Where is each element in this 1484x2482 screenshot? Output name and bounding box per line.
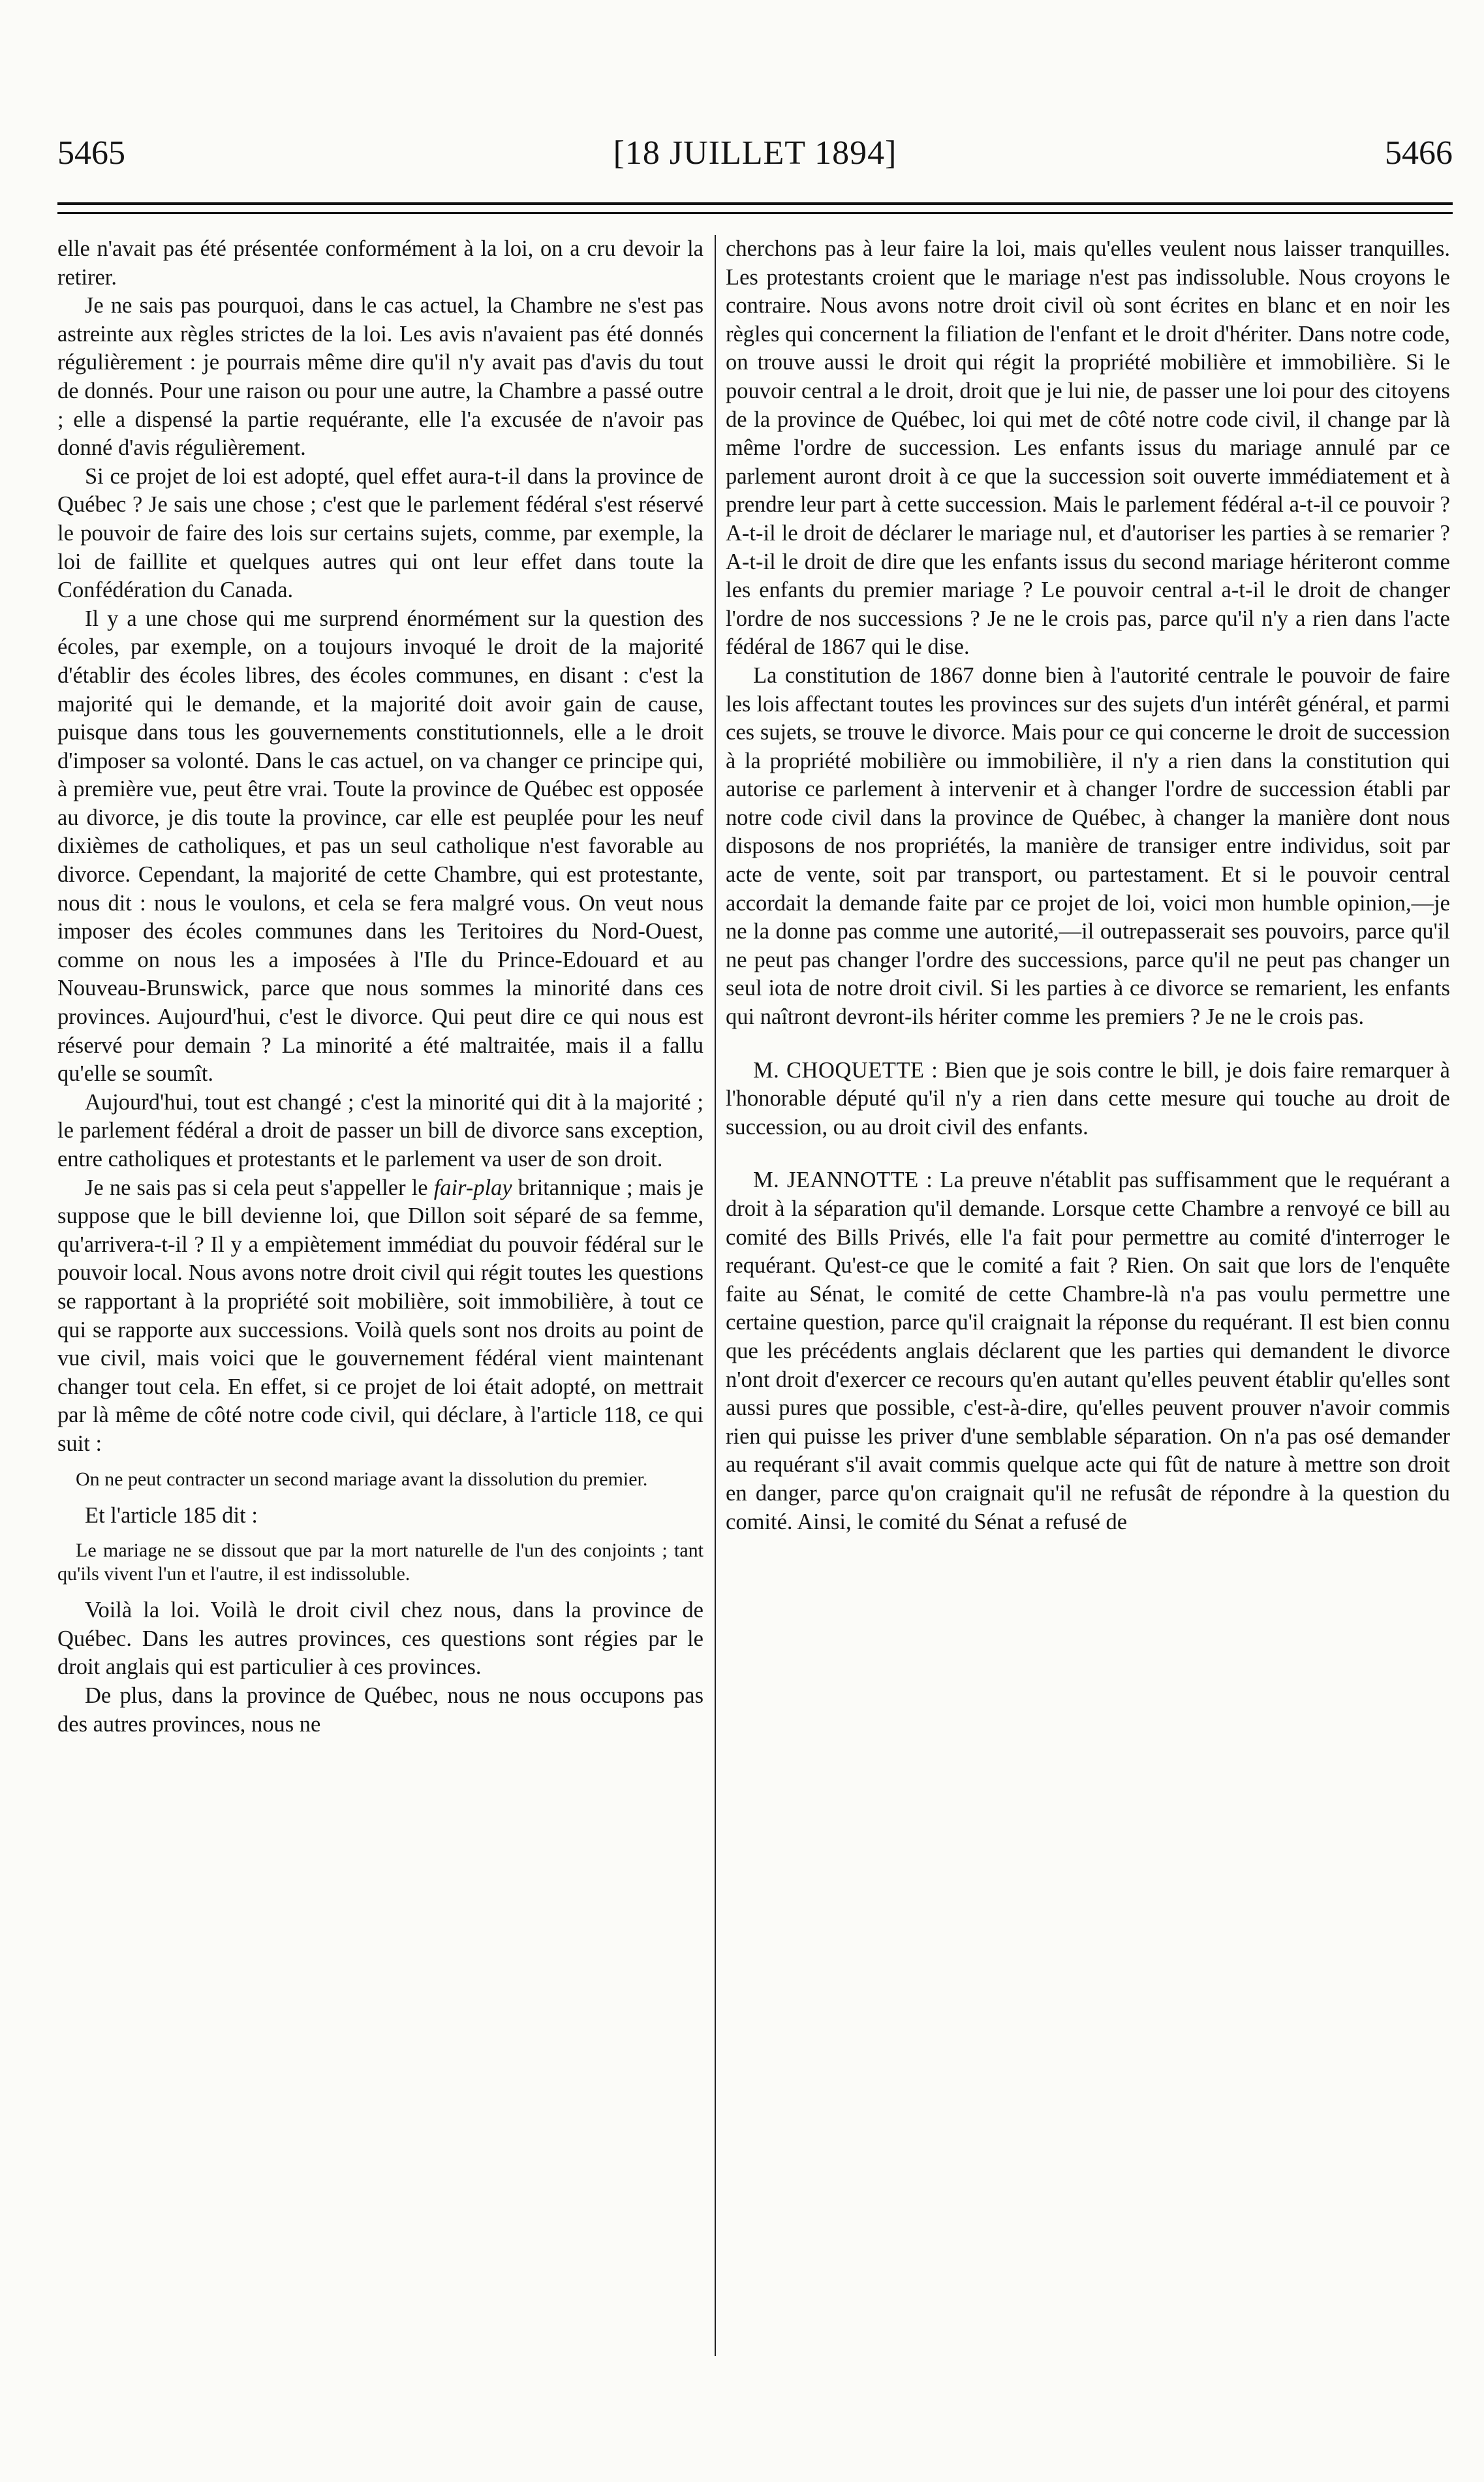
column-divider: [715, 235, 716, 2356]
paragraph: Si ce projet de loi est adopté, quel effet aura-t-il dans la province de Québec ? Je sais une chose ; c'est que le parlement fédéral s'est réservé le pouvoir de faire des lois sur certains sujets, comme, par exemple, la loi de faillite et quelques autres qui ont leur effet dans toute la Confédération du Canada.: [57, 463, 703, 603]
paragraph: La constitution de 1867 donne bien à l'autorité centrale le pouvoir de faire les lois affectant toutes les provinces sur des sujets d'un intérêt général, et parmi ces sujets, se trouve le divorce. Mais pour ce qui concerne le droit de succession à la propriété mobilière ou immobilière, il n'y a rien dans la constitution qui autorise ce parlement à intervenir et à changer l'ordre de succession établi par notre code civil dans la province de Québec, à changer la manière dont nous disposons de nos propriétés, la manière de transiger entre individus, soit par acte de vente, soit par transport, ou partestament. Et si le pouvoir central accordait la demande faite par ce projet de loi, voici mon humble opinion,—je ne la donne pas comme une autorité,—il outrepasserait ses pouvoirs, parce qu'il ne peut pas changer l'ordre des successions, parce qu'il ne peut pas changer un seul iota de notre droit civil. Si les parties à ce divorce se remarient, les enfants qui naîtront devront-ils hériter comme les premiers ? Je ne le crois pas.: [726, 662, 1450, 1030]
paragraph: elle n'avait pas été présentée conformément à la loi, on a cru devoir la retirer.: [57, 236, 703, 290]
paragraph: Je ne sais pas pourquoi, dans le cas actuel, la Chambre ne s'est pas astreinte aux règles strictes de la loi. Les avis n'avaient pas été donnés régulièrement : je pourrais même dire qu'il n'y avait pas d'avis du tout de donnés. Pour une raison ou pour une autre, la Chambre a passé outre ; elle a dispensé la partie requérante, elle l'a excusée de n'avoir pas donné d'avis régulièrement.: [57, 293, 703, 461]
speech: [726, 1166, 1450, 1536]
speech-text: La preuve n'établit pas suffisamment que le requérant a droit à la séparation qu'il demande. Lorsque cette Chambre a renvoyé ce bill au comité des Bills Privés, elle l'a fait pour permettre au comité d'interroger le requérant. Qu'est-ce que le comité a fait ? Rien. On sait que lors de l'enquête faite au Sénat, le comité de cette Chambre-là n'a pas voulu permettre une certaine question, parce qu'il craignait la réponse du requérant. Il est bien connu que les précédents anglais déclarent que les parties qui demandent le divorce n'ont droit d'exercer ce recours qu'en autant qu'elles peuvent établir qu'elles sont aussi pures que possible, c'est-à-dire, qu'elles peuvent prouver n'avoir commis rien qui puisse les priver d'une semblable séparation. On n'a pas osé demander au requérant s'il avait commis quelque acte qui fût de nature à mettre son droit en danger, parce qu'on craignait qu'il ne refusât de répondre à la question du comité. Ainsi, le comité du Sénat a refusé de: [726, 1168, 1450, 1534]
page-header: [57, 131, 1453, 176]
paragraph: Voilà la loi. Voilà le droit civil chez nous, dans la province de Québec. Dans les autres provinces, ces questions sont régies par le droit anglais qui est particulier à ces provinces.: [57, 1598, 703, 1680]
paragraph: De plus, dans la province de Québec, nous ne nous occupons pas des autres provinces, nous ne: [57, 1683, 703, 1737]
italic-term: fair-play: [433, 1175, 512, 1200]
right-page-number: 5466: [1385, 134, 1453, 172]
code-quote: On ne peut contracter un second mariage avant la dissolution du premier.: [76, 1468, 648, 1490]
left-column: [57, 235, 703, 2376]
right-column: [726, 235, 1450, 2376]
paragraph: Il y a une chose qui me surprend énormément sur la question des écoles, par exemple, on a toujours invoqué le droit de la majorité d'établir des écoles libres, des écoles communes, en disant : c'est la majorité qui le demande, et la majorité doit avoir gain de cause, puisque dans tous les gouvernements constitutionnels, elle a le droit d'imposer sa volonté. Dans le cas actuel, on va changer ce principe qui, à première vue, peut être vrai. Toute la province de Québec est opposée au divorce, je dis toute la province, car elle est peuplée pour les neuf dixièmes de catholiques, et pas un seul catholique n'est favorable au divorce. Cependant, la majorité de cette Chambre, qui est protestante, nous dit : nous le voulons, et cela se fera malgré vous. On veut nous imposer des écoles communes dans les Teritoires du Nord-Ouest, comme on nous les a imposées à l'Ile du Prince-Edouard et au Nouveau-Brunswick, parce que nous sommes la minorité dans ces provinces. Aujourd'hui, c'est le divorce. Qui peut dire ce qui nous est réservé pour demain ? La minorité a été maltraitée, mais il a fallu qu'elle se soumît.: [57, 606, 703, 1087]
text-run: britannique ; mais je suppose que le bill devienne loi, que Dillon soit séparé de sa femme, qu'arrivera-t-il ? Il y a empiètement immédiat du pouvoir fédéral sur le pouvoir local. Nous avons notre droit civil qui régit toutes les questions se rapportant à la propriété soit mobilière, soit immobilière, à tout ce qui se rapporte aux successions. Voilà quels sont nos droits au point de vue civil, mais voici que le gouvernement fédéral vient maintenant changer tout cela. En effet, si ce projet de loi était adopté, on mettrait par là même de côté notre code civil, qui déclare, à l'article 118, ce qui suit :: [57, 1175, 703, 1456]
paragraph: [57, 1174, 703, 1459]
paragraph: cherchons pas à leur faire la loi, mais qu'elles veulent nous laisser tranquilles. Les protestants croient que le mariage n'est pas indissoluble. Nous croyons le contraire. Nous avons notre droit civil où sont écrites en blanc et en noir les règles qui concernent la filiation de l'enfant et le droit d'hériter. Dans notre code, on trouve aussi le droit qui régit la propriété mobilière et immobilière. Si le pouvoir central a le droit, droit que je lui nie, de passer une loi pour des citoyens de la province de Québec, loi qui met de côté notre code civil, il change par là même l'ordre de succession. Les enfants issus du mariage annulé par ce parlement auront droit à ce que la succession soit ouverte immédiatement et à prendre leur part à cette succession. Mais le parlement fédéral a-t-il ce pouvoir ? A-t-il le droit de déclarer le mariage nul, et d'autoriser les parties à se remarier ? A-t-il le droit de dire que les enfants issus du second mariage hériteront comme les enfants du premier mariage ? Le pouvoir central a-t-il le droit de changer l'ordre de nos successions ? Je ne le crois pas, parce qu'il n'y a rien dans l'acte fédéral de 1867 qui le dise.: [726, 236, 1450, 660]
header-date: [18 JUILLET 1894]: [613, 134, 897, 172]
header-rule-thick: [57, 202, 1453, 205]
paragraph: Et l'article 185 dit :: [85, 1502, 258, 1528]
speech: [726, 1057, 1450, 1142]
speech-text: Bien que je sois contre le bill, je dois faire remarquer à l'honorable député qu'il n'y a rien dans cette mesure qui touche au droit de succession, ou au droit civil des enfants.: [726, 1057, 1450, 1140]
code-quote: Le mariage ne se dissout que par la mort naturelle de l'un des conjoints ; tant qu'ils vivent l'un et l'autre, il est indissoluble.: [57, 1540, 703, 1585]
speaker-name: M. JEANNOTTE :: [753, 1168, 933, 1193]
left-page-number: 5465: [57, 134, 125, 172]
header-rule-thin: [57, 212, 1453, 214]
text-run: Je ne sais pas si cela peut s'appeller le: [85, 1175, 434, 1200]
speaker-name: M. CHOQUETTE :: [753, 1057, 938, 1083]
paragraph: Aujourd'hui, tout est changé ; c'est la minorité qui dit à la majorité ; le parlement fédéral a droit de passer un bill de divorce sans exception, entre catholiques et protestants et le parlement va user de son droit.: [57, 1089, 703, 1171]
